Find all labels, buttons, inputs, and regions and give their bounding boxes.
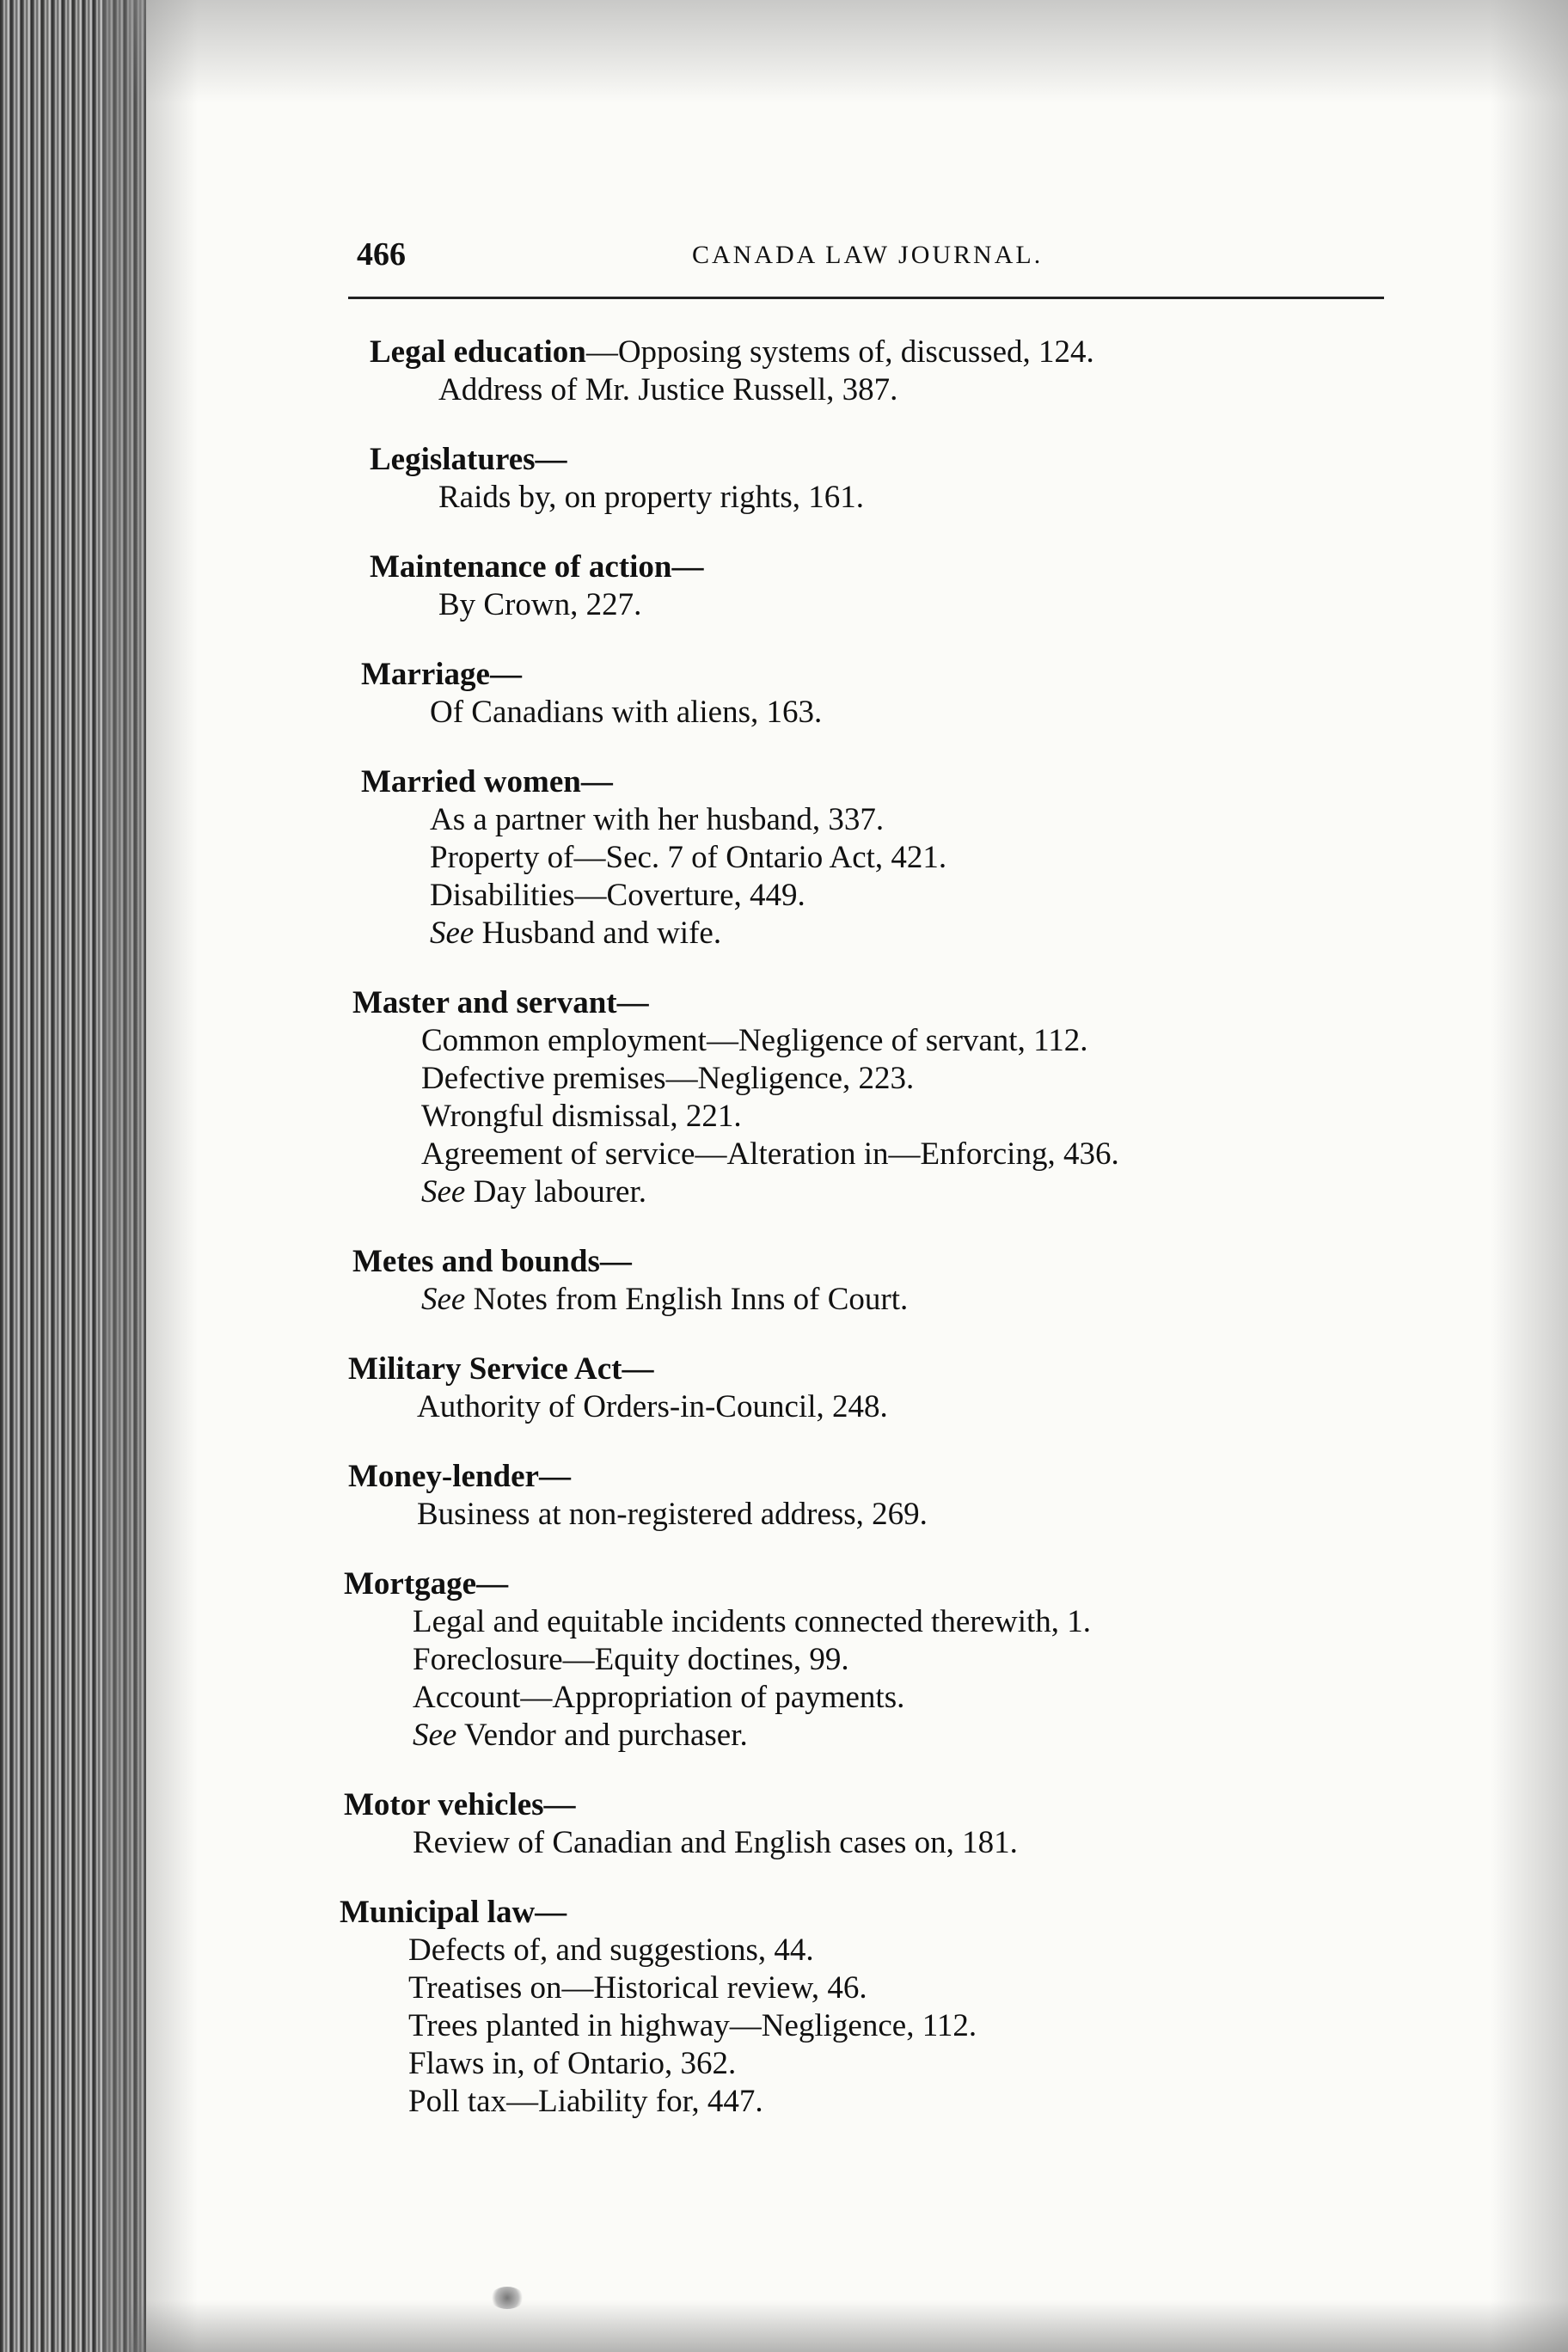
entry-heading [344, 1565, 1479, 1603]
entry-heading [344, 1786, 1479, 1824]
entry-heading [370, 548, 1479, 586]
index-entry [344, 1565, 1479, 1755]
bottom-scan-edge [129, 2300, 1568, 2352]
entry-subline: Treatises on—Historical review, 46. [408, 1970, 867, 2006]
index-entry [340, 1894, 1479, 2121]
see-also-line [352, 1173, 1479, 1211]
entry-heading-text: Money-lender— [348, 1459, 571, 1494]
entry-heading-suffix: —Opposing systems of, discussed, 124. [585, 334, 1094, 370]
binding-fade [103, 0, 198, 2352]
entry-heading [348, 1351, 1479, 1388]
entry-subline: Legal and equitable incidents connected therewith, 1. [413, 1604, 1092, 1639]
right-scan-edge [1491, 0, 1568, 2352]
entry-subline: As a partner with her husband, 337. [430, 802, 885, 837]
entry-subline: Foreclosure—Equity doctines, 99. [413, 1642, 849, 1677]
entry-subline: Of Canadians with aliens, 163. [430, 695, 823, 730]
entry-heading [340, 1894, 1479, 1932]
entry-heading [361, 763, 1479, 801]
entry-heading [348, 1458, 1479, 1496]
entry-subline: Account—Appropriation of payments. [413, 1680, 905, 1715]
index-entry [370, 548, 1479, 624]
see-label: See [430, 916, 475, 951]
entry-subline: Wrongful dismissal, 221. [421, 1099, 742, 1134]
index-entry [352, 984, 1479, 1211]
entry-heading-text: Municipal law— [340, 1895, 567, 1930]
see-label: See [421, 1174, 466, 1210]
running-head: CANADA LAW JOURNAL. [692, 241, 1044, 269]
see-label: See [421, 1282, 466, 1317]
entry-subline: Address of Mr. Justice Russell, 387. [438, 372, 898, 407]
entry-heading-text: Motor vehicles— [344, 1787, 576, 1822]
entry-heading-text: Marriage— [361, 657, 522, 692]
top-scan-edge [129, 0, 1568, 103]
index-entries [340, 334, 1479, 2153]
ink-smudge [490, 2287, 524, 2309]
page-header [357, 232, 1388, 284]
entry-subline: Defective premises—Negligence, 223. [421, 1061, 915, 1096]
entry-subline: Flaws in, of Ontario, 362. [408, 2046, 737, 2081]
entry-heading-text: Mortgage— [344, 1566, 509, 1602]
entry-subline: Poll tax—Liability for, 447. [408, 2084, 763, 2119]
entry-heading-text: Metes and bounds— [352, 1244, 632, 1279]
index-entry [348, 1458, 1479, 1534]
header-rule [348, 297, 1384, 299]
entry-subline: Common employment—Negligence of servant, 112. [421, 1023, 1088, 1058]
entry-heading-text: Married women— [361, 764, 613, 799]
entry-heading-text: Military Service Act— [348, 1351, 654, 1387]
entry-heading-text: Master and servant— [352, 985, 649, 1020]
entry-heading-text: Legal education [370, 334, 586, 370]
entry-subline: Authority of Orders-in-Council, 248. [417, 1389, 888, 1424]
index-entry [370, 334, 1479, 409]
see-reference: Vendor and purchaser. [463, 1718, 748, 1753]
index-entry [348, 1351, 1479, 1426]
entry-heading [352, 1243, 1479, 1281]
entry-subline: Agreement of service—Alteration in—Enforcing, 436. [421, 1136, 1119, 1172]
index-entry [370, 441, 1479, 517]
index-entry [361, 656, 1479, 732]
entry-heading [370, 334, 1479, 371]
see-reference: Husband and wife. [481, 916, 722, 951]
see-reference: Notes from English Inns of Court. [473, 1282, 909, 1317]
see-also-line [361, 915, 1479, 952]
entry-heading [370, 441, 1479, 479]
index-entry [352, 1243, 1479, 1319]
see-also-line [352, 1281, 1479, 1319]
index-entry [344, 1786, 1479, 1862]
entry-subline: Raids by, on property rights, 161. [438, 480, 865, 515]
entry-subline: Defects of, and suggestions, 44. [408, 1932, 814, 1968]
entry-subline: Disabilities—Coverture, 449. [430, 878, 805, 913]
entry-heading-text: Legislatures— [370, 442, 567, 477]
index-entry [361, 763, 1479, 952]
entry-subline: Property of—Sec. 7 of Ontario Act, 421. [430, 840, 947, 875]
page-number: 466 [357, 236, 406, 273]
entry-heading-text: Maintenance of action— [370, 549, 704, 585]
see-label: See [413, 1718, 457, 1753]
entry-subline: Business at non-registered address, 269. [417, 1497, 928, 1532]
entry-heading [361, 656, 1479, 694]
see-also-line [344, 1717, 1479, 1755]
entry-subline: By Crown, 227. [438, 587, 642, 622]
see-reference: Day labourer. [473, 1174, 646, 1210]
entry-subline: Review of Canadian and English cases on, 181. [413, 1825, 1018, 1860]
entry-heading [352, 984, 1479, 1022]
entry-subline: Trees planted in highway—Negligence, 112. [408, 2008, 977, 2043]
